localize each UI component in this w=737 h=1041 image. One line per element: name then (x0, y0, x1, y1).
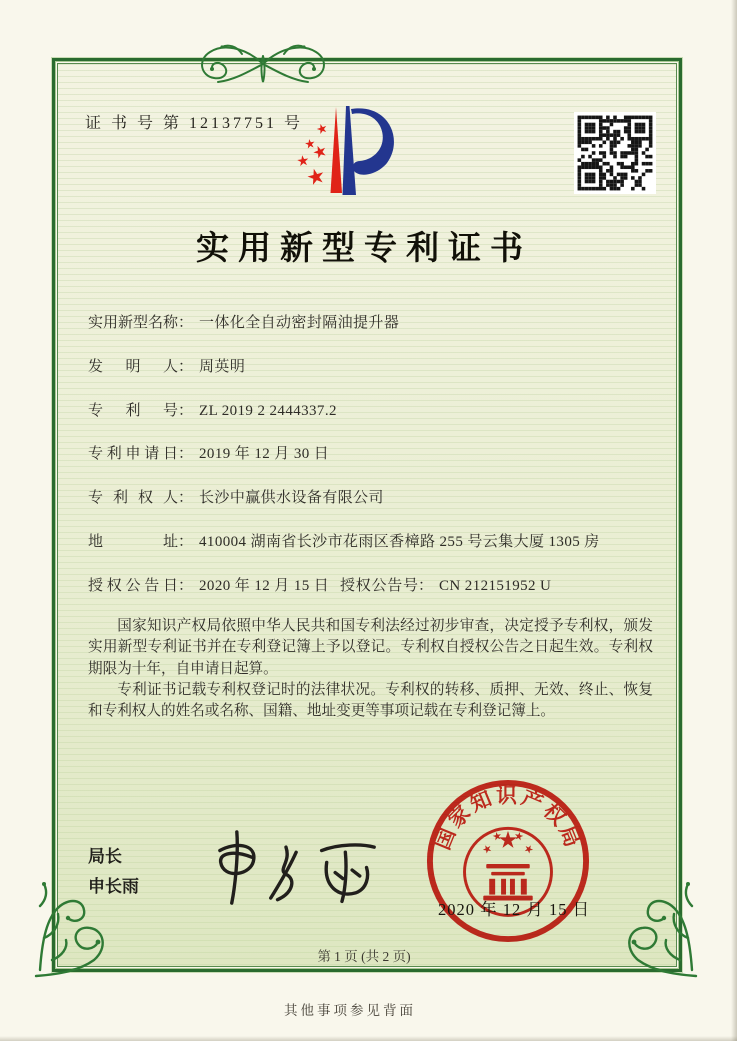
corner-ornament-bottom-right-icon (592, 872, 704, 984)
field-label: 授权公告日 (88, 577, 178, 594)
field-value: 2020 年 12 月 15 日 (199, 577, 330, 594)
field-row-name (88, 311, 654, 355)
legal-paragraph-2: 专利证书记载专利权登记时的法律状况。专利权的转移、质押、无效、终止、恢复和专利权人的姓名或名称、国籍、地址变更等事项记载在专利登记簿上。 (88, 681, 653, 720)
field-row-inventor (88, 355, 654, 399)
field-row-filing-date (88, 442, 654, 486)
field-colon: ： (178, 533, 194, 550)
field-colon: ： (178, 577, 194, 594)
field-label: 发明人 (88, 358, 178, 375)
field-value: 2019 年 12 月 30 日 (199, 446, 330, 463)
field-grant-number (340, 574, 551, 595)
legal-text (88, 616, 653, 722)
signer-name: 申长雨 (88, 877, 139, 896)
field-colon: ： (178, 490, 194, 507)
field-row-grant-date (88, 574, 654, 618)
signer-block (88, 842, 139, 902)
certificate-fields (88, 311, 654, 618)
commissioner-signature-icon (208, 820, 403, 915)
field-colon: ： (178, 402, 194, 419)
field-value: 长沙中赢供水设备有限公司 (199, 490, 384, 507)
field-label: 实用新型名称 (88, 315, 179, 331)
field-value: 一体化全自动密封隔油提升器 (199, 315, 400, 331)
field-label: 授权公告号 (340, 577, 418, 594)
field-colon: ： (178, 358, 194, 375)
field-value: CN 212151952 U (439, 577, 552, 594)
field-label: 地址 (88, 533, 178, 550)
field-label: 专利权人 (88, 490, 178, 507)
legal-paragraph-1: 国家知识产权局依照中华人民共和国专利法经过初步审查，决定授予专利权，颁发实用新型专利证书并在专利登记簿上予以登记。专利权自授权公告之日起生效。专利权期限为十年，自申请日起算。 (88, 618, 653, 677)
certificate-number: 证 书 号 第 12137751 号 (85, 115, 304, 132)
field-row-address (88, 530, 654, 574)
field-label: 专利申请日 (88, 446, 178, 463)
field-value: 周英明 (199, 358, 246, 375)
qr-code-icon (574, 112, 656, 194)
certificate-title: 实用新型专利证书 (196, 231, 532, 267)
field-row-patentee (88, 486, 654, 530)
field-label: 专利号 (88, 402, 178, 419)
field-row-patent-number (88, 399, 654, 443)
back-side-note: 其他事项参见背面 (284, 1003, 416, 1018)
field-colon: ： (178, 446, 194, 463)
field-colon: ： (418, 577, 434, 594)
cnipa-logo-icon (296, 100, 438, 206)
field-value: 410004 湖南省长沙市花雨区香樟路 255 号云集大厦 1305 房 (199, 533, 600, 550)
field-colon: ： (178, 315, 194, 331)
border-ornament-top-icon (182, 34, 344, 92)
field-value: ZL 2019 2 2444337.2 (199, 402, 337, 419)
page-number: 第 1 页 (共 2 页) (317, 949, 411, 964)
signer-title: 局长 (88, 847, 122, 866)
seal-date: 2020 年 12 月 15 日 (438, 900, 591, 919)
seal-ring-text: 国家知识产权局 (431, 785, 585, 853)
